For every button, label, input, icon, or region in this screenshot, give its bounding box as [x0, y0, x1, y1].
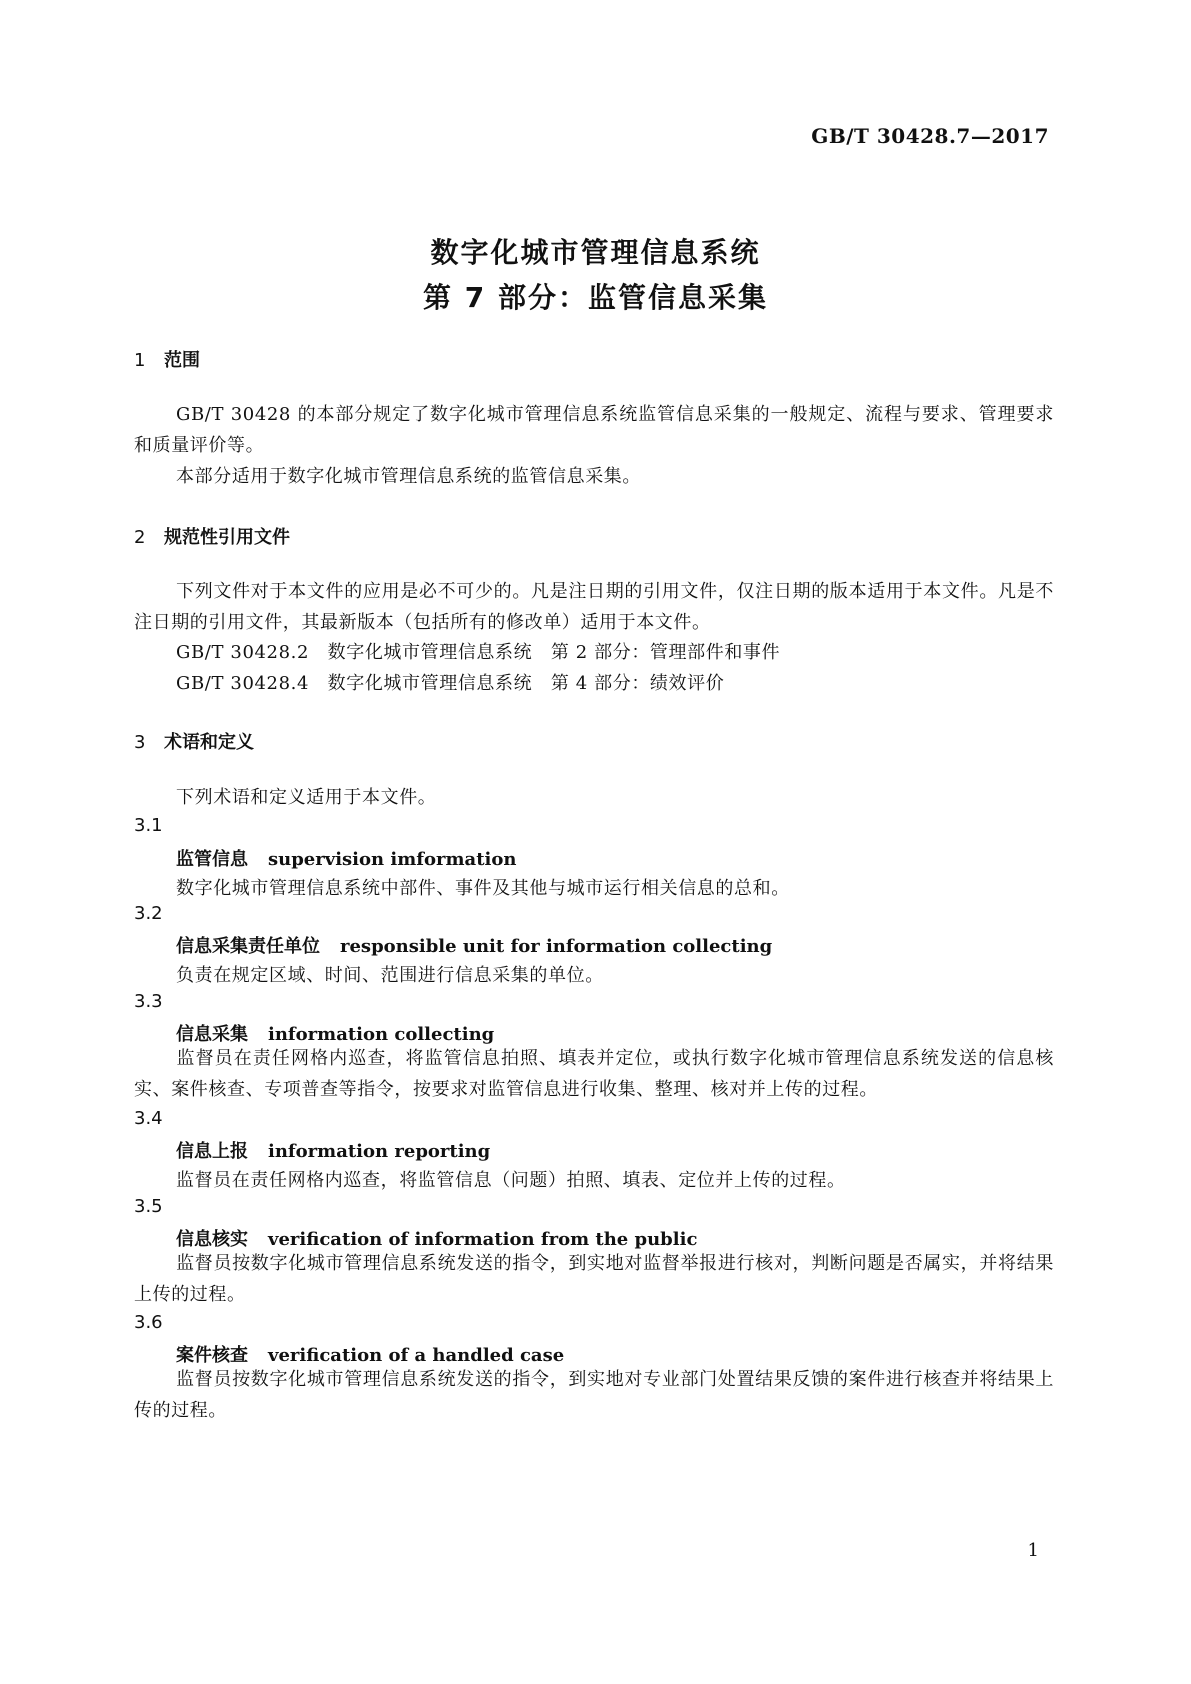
term-definition: 监督员按数字化城市管理信息系统发送的指令，到实地对专业部门处置结果反馈的案件进行核查并将结果上传的过程。 — [134, 1369, 1054, 1421]
term-en: supervision imformation — [268, 849, 517, 870]
reference-item: GB/T 30428.2 数字化城市管理信息系统 第 2 部分：管理部件和事件 — [176, 642, 781, 663]
clause-number: 3.5 — [134, 1196, 163, 1217]
document-title: 数字化城市管理信息系统 — [430, 236, 761, 269]
paragraph: 本部分适用于数字化城市管理信息系统的监管信息采集。 — [176, 466, 641, 487]
term-en: information collecting — [268, 1024, 495, 1045]
term-definition: 监督员按数字化城市管理信息系统发送的指令，到实地对监督举报进行核对，判断问题是否属实，并将结果上传的过程。 — [134, 1253, 1054, 1305]
section-number: 2 — [134, 527, 146, 548]
section-number: 1 — [134, 350, 146, 371]
term-zh: 信息核实 — [176, 1229, 248, 1250]
term-definition: 监督员在责任网格内巡查，将监管信息（问题）拍照、填表、定位并上传的过程。 — [176, 1170, 846, 1191]
clause-number: 3.2 — [134, 903, 163, 924]
clause-number: 3.1 — [134, 815, 163, 836]
term-definition: 数字化城市管理信息系统中部件、事件及其他与城市运行相关信息的总和。 — [176, 878, 790, 899]
term-en: verification of a handled case — [268, 1345, 565, 1366]
term-zh: 信息采集 — [176, 1024, 248, 1045]
term-en: information reporting — [268, 1141, 491, 1162]
section-title: 范围 — [164, 350, 200, 371]
section-heading — [134, 346, 200, 372]
standard-number: GB/T 30428.7—2017 — [811, 124, 1049, 148]
clause-number: 3.4 — [134, 1108, 163, 1129]
section-number: 3 — [134, 732, 146, 753]
paragraph: 下列文件对于本文件的应用是必不可少的。凡是注日期的引用文件，仅注日期的版本适用于本文件。凡是不注日期的引用文件，其最新版本（包括所有的修改单）适用于本文件。 — [134, 581, 1054, 633]
term-entry — [176, 1137, 490, 1163]
clause-number: 3.3 — [134, 991, 163, 1012]
term-definition: 负责在规定区域、时间、范围进行信息采集的单位。 — [176, 965, 604, 986]
section-title: 术语和定义 — [164, 732, 254, 753]
section-heading — [134, 728, 254, 754]
paragraph: GB/T 30428 的本部分规定了数字化城市管理信息系统监管信息采集的一般规定、流程与要求、管理要求和质量评价等。 — [134, 404, 1054, 456]
term-zh: 案件核查 — [176, 1345, 248, 1366]
reference-item: GB/T 30428.4 数字化城市管理信息系统 第 4 部分：绩效评价 — [176, 673, 725, 694]
clause-number: 3.6 — [134, 1312, 163, 1333]
term-zh: 信息上报 — [176, 1141, 248, 1162]
page-number: 1 — [1027, 1540, 1039, 1561]
term-zh: 信息采集责任单位 — [176, 936, 320, 957]
term-definition: 监督员在责任网格内巡查，将监管信息拍照、填表并定位，或执行数字化城市管理信息系统发送的信息核实、案件核查、专项普查等指令，按要求对监管信息进行收集、整理、核对并上传的过程。 — [134, 1048, 1054, 1100]
paragraph: 下列术语和定义适用于本文件。 — [176, 787, 437, 808]
term-entry — [176, 932, 772, 958]
term-en: responsible unit for information collecting — [340, 936, 773, 957]
term-zh: 监管信息 — [176, 849, 248, 870]
section-heading — [134, 523, 290, 549]
document-subtitle: 第 7 部分：监管信息采集 — [423, 281, 768, 314]
term-en: verification of information from the public — [268, 1229, 698, 1250]
term-entry — [176, 845, 516, 871]
section-title: 规范性引用文件 — [164, 527, 290, 548]
